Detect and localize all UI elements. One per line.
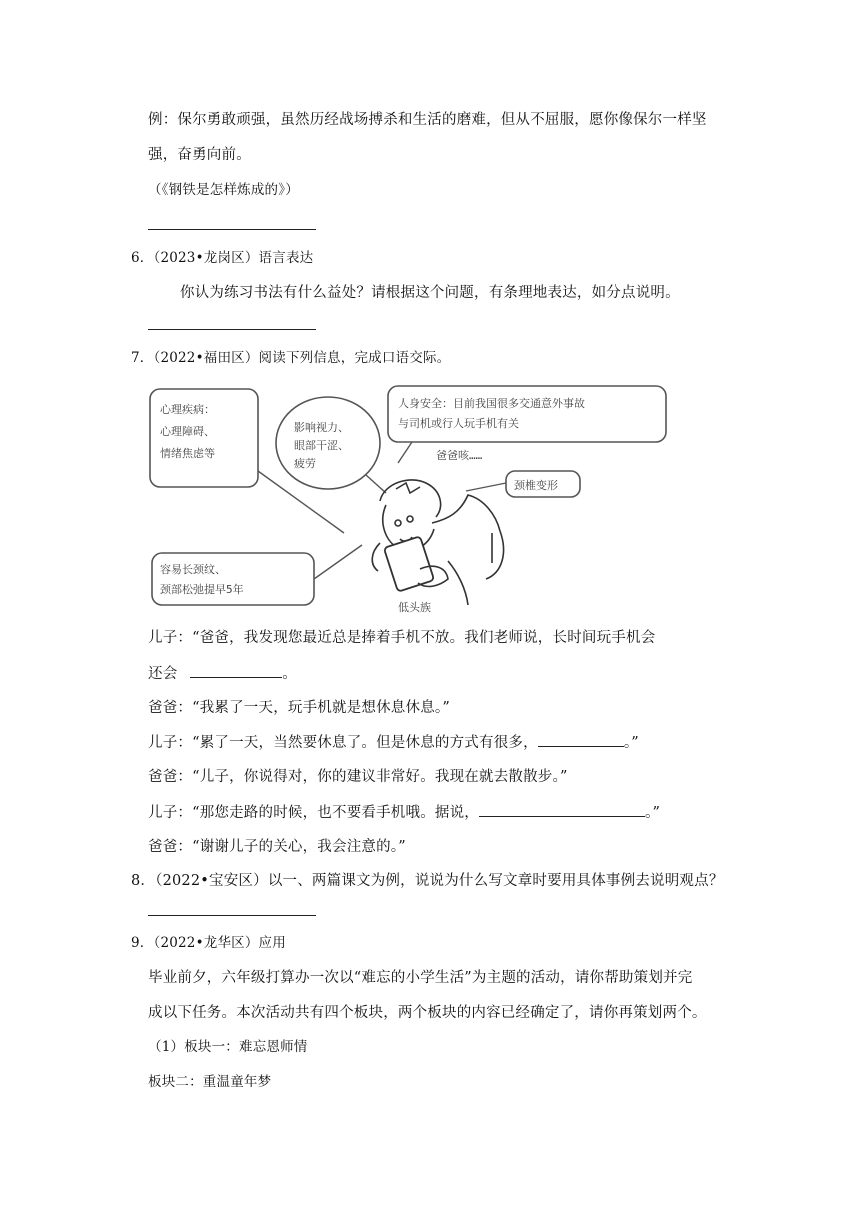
answer-blank[interactable] — [190, 663, 282, 678]
svg-text:人身安全：目前我国很多交通意外事故: 人身安全：目前我国很多交通意外事故 — [398, 397, 585, 410]
answer-blank[interactable] — [538, 732, 624, 747]
q6-header: 6．（2023•龙岗区）语言表达 — [131, 250, 314, 266]
svg-text:心理障碍、: 心理障碍、 — [160, 425, 215, 438]
cough-sound: 爸爸咳…… — [436, 449, 483, 462]
svg-text:与司机或行人玩手机有关: 与司机或行人玩手机有关 — [398, 417, 519, 430]
svg-text:情绪焦虑等: 情绪焦虑等 — [160, 447, 215, 460]
phone-user-illustration — [148, 383, 668, 618]
q8-header: 8．（2022•宝安区）以一、两篇课文为例，说说为什么写文章时要用具体事例去说明观点？ — [131, 873, 724, 889]
answer-blank[interactable] — [148, 915, 316, 916]
phone-icon — [384, 536, 448, 591]
example-line-2: 强，奋勇向前。 — [148, 147, 251, 163]
son-line-1b: 还会 。 — [148, 663, 297, 684]
q9-header: 9．（2022•龙华区）应用 — [131, 935, 286, 951]
q9-paragraph-2: 成以下任务。本次活动共有四个板块，两个板块的内容已经确定了，请你再策划两个。 — [148, 1005, 707, 1021]
q7-header: 7．（2022•福田区）阅读下列信息，完成口语交际。 — [131, 350, 451, 366]
person-figure — [372, 480, 503, 605]
svg-text:影响视力、: 影响视力、 — [294, 421, 349, 434]
answer-blank[interactable] — [479, 802, 645, 817]
son-line-1: 儿子：“爸爸，我发现您最近总是捧着手机不放。我们老师说，长时间玩手机会 — [148, 630, 656, 646]
answer-blank[interactable] — [148, 329, 316, 330]
dad-line-1: 爸爸：“我累了一天，玩手机就是想休息休息。” — [148, 700, 450, 716]
svg-text:眼部干涩、: 眼部干涩、 — [294, 439, 349, 452]
speech-bubble-spine — [466, 471, 580, 497]
svg-text:颈椎变形: 颈椎变形 — [514, 479, 558, 492]
q6-prompt: 你认为练习书法有什么益处？请根据这个问题，有条理地表达，如分点说明。 — [180, 285, 680, 301]
speech-bubble-safety — [388, 386, 666, 463]
svg-text:心理疾病：: 心理疾病： — [160, 403, 215, 416]
svg-text:容易长颈纹、: 容易长颈纹、 — [160, 563, 226, 576]
example-line-1: 例：保尔勇敢顽强，虽然历经战场搏杀和生活的磨难，但从不屈服，愿你像保尔一样坚 — [148, 112, 707, 128]
speech-bubble-eye — [276, 397, 386, 493]
q9-paragraph-1: 毕业前夕，六年级打算办一次以“难忘的小学生活”为主题的活动，请你帮助策划并完 — [148, 970, 693, 986]
example-book-title: （《钢铁是怎样炼成的》） — [148, 182, 299, 198]
dad-line-2: 爸爸：“儿子，你说得对，你的建议非常好。我现在就去散散步。” — [148, 769, 568, 785]
q9-item-2: 板块二：重温童年梦 — [148, 1074, 272, 1090]
svg-text:疲劳: 疲劳 — [294, 457, 316, 470]
son-line-3: 儿子：“那您走路的时候，也不要看手机哦。据说， 。” — [148, 802, 660, 823]
illustration-caption: 低头族 — [398, 601, 431, 614]
q9-item-1: （1）板块一：难忘恩师情 — [148, 1039, 308, 1055]
svg-text:颈部松弛提早5年: 颈部松弛提早5年 — [160, 583, 244, 596]
answer-blank[interactable] — [148, 229, 316, 230]
speech-bubble-aging — [152, 545, 362, 605]
son-line-2: 儿子：“累了一天，当然要休息了。但是休息的方式有很多， 。” — [148, 732, 639, 753]
dad-line-3: 爸爸：“谢谢儿子的关心，我会注意的。” — [148, 839, 406, 855]
